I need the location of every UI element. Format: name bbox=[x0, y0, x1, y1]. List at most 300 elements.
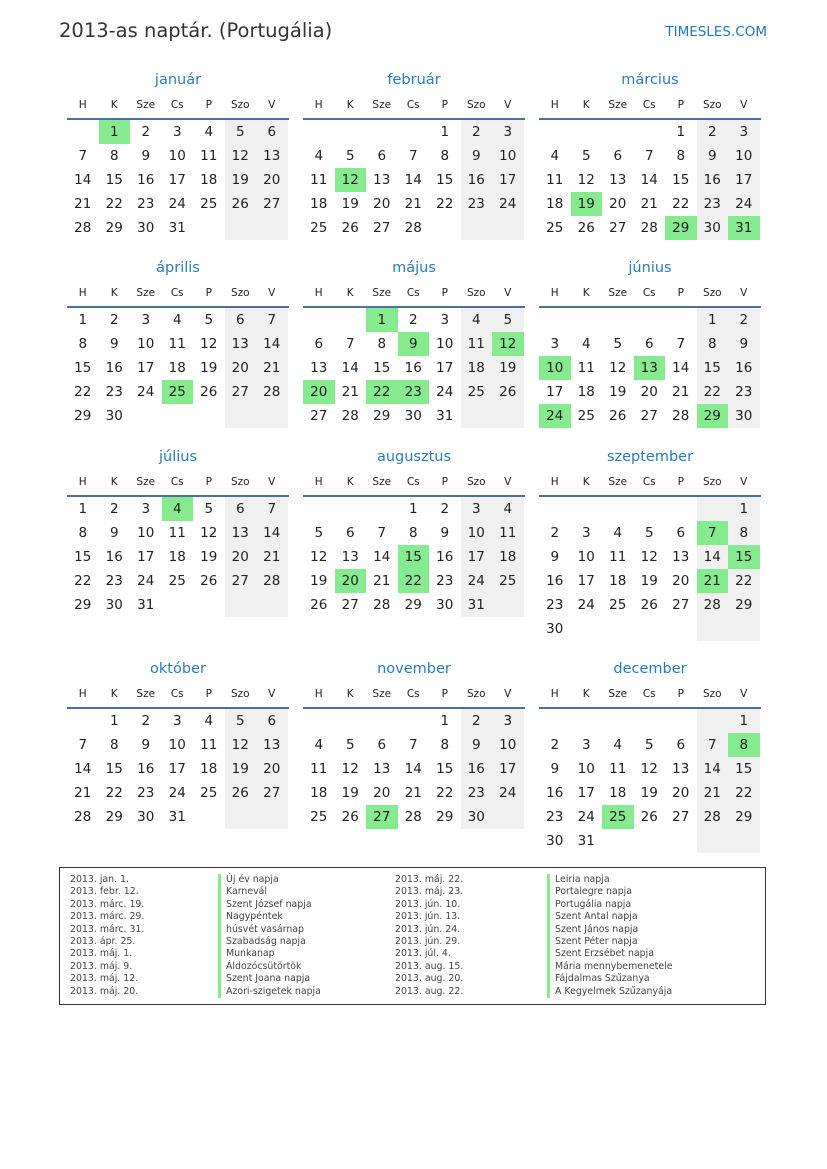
month-name: február bbox=[387, 72, 441, 88]
day-cell: 27 bbox=[672, 809, 690, 825]
holiday-legend bbox=[59, 867, 766, 1005]
holiday-day-cell: 23 bbox=[398, 380, 430, 404]
day-cell: 24 bbox=[168, 785, 186, 801]
day-cell: 26 bbox=[577, 220, 595, 236]
weekday-header bbox=[303, 476, 525, 490]
day-cell: 26 bbox=[231, 785, 249, 801]
day-cell: 29 bbox=[105, 809, 123, 825]
day-cell: 9 bbox=[109, 336, 119, 352]
weekday-label: Cs bbox=[170, 99, 184, 111]
day-cell: 23 bbox=[467, 785, 485, 801]
day-cell: 25 bbox=[310, 220, 328, 236]
weekday-label: Cs bbox=[170, 476, 184, 488]
day-cell: 3 bbox=[581, 737, 591, 753]
day-cell: 4 bbox=[204, 124, 214, 140]
weekday-label: H bbox=[78, 688, 87, 700]
day-cell: 18 bbox=[609, 573, 627, 589]
day-cell: 22 bbox=[735, 785, 753, 801]
day-cell: 31 bbox=[436, 408, 454, 424]
month-name: június bbox=[628, 260, 672, 276]
weekday-label: K bbox=[582, 287, 590, 299]
day-cell: 9 bbox=[141, 148, 151, 164]
day-cell: 26 bbox=[640, 597, 658, 613]
day-cell: 17 bbox=[735, 172, 753, 188]
weekday-label: K bbox=[346, 287, 354, 299]
day-cell: 31 bbox=[577, 833, 595, 849]
day-cell: 26 bbox=[310, 597, 328, 613]
day-cell: 29 bbox=[373, 408, 391, 424]
legend-names-col-2 bbox=[547, 874, 673, 998]
day-cell: 5 bbox=[204, 312, 214, 328]
month-8 bbox=[303, 449, 525, 617]
holiday-day-cell: 20 bbox=[335, 569, 367, 593]
day-cell: 2 bbox=[471, 713, 481, 729]
weekday-label: Sze bbox=[372, 688, 392, 700]
day-cell: 28 bbox=[341, 408, 359, 424]
day-cell: 12 bbox=[609, 360, 627, 376]
day-cell: 20 bbox=[231, 360, 249, 376]
day-cell: 4 bbox=[581, 336, 591, 352]
day-cell: 20 bbox=[231, 549, 249, 565]
weekday-label: Sze bbox=[608, 99, 628, 111]
day-cell: 7 bbox=[408, 737, 418, 753]
legend-date: 2013. márc. 29. bbox=[70, 911, 145, 923]
weekday-label: Cs bbox=[406, 99, 420, 111]
legend-holiday-name: Szent József napja bbox=[218, 899, 321, 911]
day-cell: 19 bbox=[200, 549, 218, 565]
weekday-label: P bbox=[205, 287, 212, 299]
day-cell: 2 bbox=[739, 312, 749, 328]
weekday-label: H bbox=[550, 287, 559, 299]
day-cell: 18 bbox=[168, 360, 186, 376]
day-cell: 13 bbox=[672, 549, 690, 565]
day-cell: 13 bbox=[263, 148, 281, 164]
day-cell: 15 bbox=[672, 172, 690, 188]
day-cell: 5 bbox=[235, 713, 245, 729]
weekday-label: Szo bbox=[702, 476, 722, 488]
legend-holiday-name: Új év napja bbox=[218, 874, 321, 886]
day-cell: 16 bbox=[703, 172, 721, 188]
weekday-header bbox=[539, 287, 761, 301]
day-cell: 6 bbox=[613, 148, 623, 164]
day-cell: 28 bbox=[404, 809, 422, 825]
day-cell: 23 bbox=[546, 809, 564, 825]
day-cell: 27 bbox=[231, 573, 249, 589]
day-cell: 9 bbox=[739, 336, 749, 352]
day-cell: 2 bbox=[471, 124, 481, 140]
weekday-label: Szo bbox=[230, 287, 250, 299]
day-cell: 15 bbox=[373, 360, 391, 376]
weekday-label: Szo bbox=[702, 99, 722, 111]
day-cell: 19 bbox=[640, 785, 658, 801]
day-cell: 24 bbox=[577, 597, 595, 613]
legend-holiday-name: Munkanap bbox=[218, 948, 321, 960]
month-name: augusztus bbox=[376, 449, 452, 465]
day-cell: 6 bbox=[644, 336, 654, 352]
day-cell: 15 bbox=[436, 761, 454, 777]
legend-holiday-name: Szabadság napja bbox=[218, 936, 321, 948]
day-cell: 8 bbox=[109, 148, 119, 164]
holiday-day-cell: 31 bbox=[728, 216, 760, 240]
day-cell: 11 bbox=[499, 525, 517, 541]
day-cell: 22 bbox=[74, 573, 92, 589]
month-name: május bbox=[392, 260, 436, 276]
day-cell: 28 bbox=[74, 809, 92, 825]
weekday-header bbox=[539, 99, 761, 113]
legend-dates-col-1 bbox=[70, 874, 144, 998]
holiday-day-cell: 8 bbox=[728, 733, 760, 757]
day-cell: 30 bbox=[467, 809, 485, 825]
month-2 bbox=[303, 72, 525, 240]
month-3 bbox=[539, 72, 761, 240]
weekday-header bbox=[67, 287, 289, 301]
month-1 bbox=[67, 72, 289, 240]
day-cell: 6 bbox=[377, 148, 387, 164]
day-cell: 18 bbox=[546, 196, 564, 212]
day-cell: 16 bbox=[404, 360, 422, 376]
weekday-label: Sze bbox=[136, 476, 156, 488]
day-cell: 14 bbox=[263, 525, 281, 541]
day-cell: 6 bbox=[267, 713, 277, 729]
month-name: november bbox=[377, 661, 451, 677]
day-cell: 6 bbox=[676, 737, 686, 753]
day-cell: 18 bbox=[499, 549, 517, 565]
weekday-label: V bbox=[268, 287, 276, 299]
day-cell: 24 bbox=[137, 384, 155, 400]
legend-holiday-name: Szent János napja bbox=[547, 924, 673, 936]
day-cell: 22 bbox=[436, 785, 454, 801]
site-link[interactable]: TIMESLES.COM bbox=[665, 24, 767, 40]
weekday-label: Sze bbox=[136, 99, 156, 111]
day-cell: 12 bbox=[231, 148, 249, 164]
day-cell: 5 bbox=[345, 737, 355, 753]
weekday-label: Szo bbox=[466, 287, 486, 299]
legend-date: 2013. jan. 1. bbox=[70, 874, 130, 885]
day-cell: 13 bbox=[672, 761, 690, 777]
day-cell: 25 bbox=[200, 785, 218, 801]
day-cell: 16 bbox=[546, 573, 564, 589]
day-cell: 23 bbox=[546, 597, 564, 613]
day-cell: 20 bbox=[263, 761, 281, 777]
day-cell: 7 bbox=[676, 336, 686, 352]
day-cell: 27 bbox=[373, 220, 391, 236]
legend-holiday-name: A Kegyelmek Szűzanyája bbox=[547, 986, 673, 998]
weekday-label: Sze bbox=[136, 287, 156, 299]
day-cell: 12 bbox=[231, 737, 249, 753]
day-cell: 3 bbox=[141, 312, 151, 328]
day-cell: 14 bbox=[373, 549, 391, 565]
day-cell: 24 bbox=[168, 196, 186, 212]
day-cell: 4 bbox=[204, 713, 214, 729]
holiday-day-cell: 29 bbox=[697, 404, 729, 428]
day-cell: 12 bbox=[200, 525, 218, 541]
day-cell: 29 bbox=[404, 597, 422, 613]
day-cell: 2 bbox=[408, 312, 418, 328]
day-cell: 22 bbox=[735, 573, 753, 589]
day-cell: 19 bbox=[200, 360, 218, 376]
day-cell: 21 bbox=[263, 549, 281, 565]
legend-names-col-1 bbox=[218, 874, 321, 998]
legend-holiday-name: Áldozócsütörtök bbox=[218, 961, 321, 973]
day-cell: 16 bbox=[467, 172, 485, 188]
weekday-label: Cs bbox=[406, 287, 420, 299]
day-cell: 7 bbox=[78, 737, 88, 753]
day-cell: 21 bbox=[404, 196, 422, 212]
weekday-label: P bbox=[205, 99, 212, 111]
weekday-label: Cs bbox=[642, 476, 656, 488]
weekday-label: Sze bbox=[372, 476, 392, 488]
legend-date: 2013. aug. 22. bbox=[395, 985, 464, 997]
month-name: október bbox=[150, 661, 206, 677]
day-cell: 24 bbox=[499, 785, 517, 801]
day-cell: 10 bbox=[168, 737, 186, 753]
month-name: július bbox=[158, 449, 198, 465]
day-cell: 7 bbox=[267, 312, 277, 328]
day-cell: 16 bbox=[436, 549, 454, 565]
day-cell: 9 bbox=[550, 549, 560, 565]
day-cell: 14 bbox=[404, 172, 422, 188]
weekday-header bbox=[303, 99, 525, 113]
month-name: december bbox=[613, 661, 687, 677]
day-cell: 21 bbox=[703, 785, 721, 801]
day-cell: 18 bbox=[310, 785, 328, 801]
weekday-label: Cs bbox=[642, 688, 656, 700]
legend-holiday-name: Szent Péter napja bbox=[547, 936, 673, 948]
weekday-label: Sze bbox=[608, 287, 628, 299]
legend-date: 2013. márc. 19. bbox=[70, 898, 145, 910]
day-cell: 7 bbox=[707, 737, 717, 753]
day-cell: 7 bbox=[377, 525, 387, 541]
weekday-label: Cs bbox=[406, 476, 420, 488]
day-cell: 12 bbox=[640, 549, 658, 565]
day-cell: 8 bbox=[109, 737, 119, 753]
day-cell: 1 bbox=[676, 124, 686, 140]
day-cell: 25 bbox=[546, 220, 564, 236]
day-cell: 13 bbox=[263, 737, 281, 753]
day-cell: 2 bbox=[440, 501, 450, 517]
day-cell: 1 bbox=[707, 312, 717, 328]
month-7 bbox=[67, 449, 289, 617]
day-cell: 7 bbox=[78, 148, 88, 164]
day-cell: 30 bbox=[546, 621, 564, 637]
weekday-label: K bbox=[110, 287, 118, 299]
legend-date: 2013. aug. 15. bbox=[395, 960, 464, 972]
weekday-label: V bbox=[740, 688, 748, 700]
day-cell: 8 bbox=[739, 525, 749, 541]
day-cell: 13 bbox=[609, 172, 627, 188]
day-cell: 3 bbox=[440, 312, 450, 328]
day-cell: 8 bbox=[707, 336, 717, 352]
legend-holiday-name: Szent Erzsébet napja bbox=[547, 948, 673, 960]
day-cell: 6 bbox=[314, 336, 324, 352]
day-cell: 4 bbox=[314, 148, 324, 164]
legend-date: 2013. márc. 31. bbox=[70, 923, 145, 935]
day-cell: 19 bbox=[231, 172, 249, 188]
holiday-day-cell: 12 bbox=[492, 332, 524, 356]
legend-date: 2013. máj. 23. bbox=[395, 886, 464, 898]
weekday-label: P bbox=[441, 476, 448, 488]
day-cell: 23 bbox=[137, 785, 155, 801]
day-cell: 11 bbox=[168, 336, 186, 352]
day-cell: 6 bbox=[235, 312, 245, 328]
day-cell: 17 bbox=[577, 573, 595, 589]
day-cell: 21 bbox=[74, 196, 92, 212]
day-cell: 27 bbox=[640, 408, 658, 424]
weekday-label: Cs bbox=[642, 287, 656, 299]
day-cell: 27 bbox=[609, 220, 627, 236]
day-cell: 3 bbox=[503, 713, 513, 729]
weekday-label: Szo bbox=[466, 476, 486, 488]
month-11 bbox=[303, 661, 525, 829]
day-cell: 27 bbox=[231, 384, 249, 400]
day-cell: 7 bbox=[408, 148, 418, 164]
weekday-label: Cs bbox=[642, 99, 656, 111]
legend-holiday-name: Portalegre napja bbox=[547, 886, 673, 898]
day-cell: 7 bbox=[345, 336, 355, 352]
day-cell: 22 bbox=[436, 196, 454, 212]
day-cell: 14 bbox=[263, 336, 281, 352]
weekday-label: V bbox=[268, 476, 276, 488]
day-cell: 28 bbox=[640, 220, 658, 236]
day-cell: 4 bbox=[471, 312, 481, 328]
legend-date: 2013. máj. 20. bbox=[70, 985, 139, 997]
day-cell: 15 bbox=[105, 761, 123, 777]
day-cell: 15 bbox=[105, 172, 123, 188]
day-cell: 17 bbox=[137, 549, 155, 565]
day-cell: 9 bbox=[471, 148, 481, 164]
weekday-label: Szo bbox=[230, 99, 250, 111]
weekday-label: Sze bbox=[372, 287, 392, 299]
legend-date: 2013. febr. 12. bbox=[70, 886, 139, 898]
day-cell: 3 bbox=[739, 124, 749, 140]
day-cell: 5 bbox=[235, 124, 245, 140]
weekday-label: Sze bbox=[136, 688, 156, 700]
day-cell: 4 bbox=[613, 525, 623, 541]
day-cell: 31 bbox=[467, 597, 485, 613]
day-cell: 31 bbox=[168, 220, 186, 236]
weekday-label: P bbox=[677, 99, 684, 111]
day-cell: 10 bbox=[735, 148, 753, 164]
day-cell: 30 bbox=[703, 220, 721, 236]
day-cell: 1 bbox=[78, 312, 88, 328]
day-cell: 21 bbox=[341, 384, 359, 400]
day-cell: 20 bbox=[640, 384, 658, 400]
month-name: március bbox=[621, 72, 679, 88]
day-cell: 25 bbox=[499, 573, 517, 589]
weekday-header bbox=[67, 476, 289, 490]
weekday-label: P bbox=[205, 476, 212, 488]
day-cell: 2 bbox=[550, 737, 560, 753]
holiday-day-cell: 20 bbox=[303, 380, 335, 404]
page-title: 2013-as naptár. (Portugália) bbox=[59, 19, 333, 42]
day-cell: 11 bbox=[168, 525, 186, 541]
legend-date: 2013. máj. 1. bbox=[70, 948, 133, 960]
day-cell: 10 bbox=[577, 549, 595, 565]
day-cell: 19 bbox=[341, 785, 359, 801]
day-cell: 28 bbox=[703, 597, 721, 613]
legend-holiday-name: Leiria napja bbox=[547, 874, 673, 886]
day-cell: 25 bbox=[200, 196, 218, 212]
legend-date: 2013. jún. 10. bbox=[395, 898, 461, 910]
day-cell: 1 bbox=[440, 713, 450, 729]
day-cell: 1 bbox=[78, 501, 88, 517]
weekday-label: Cs bbox=[170, 287, 184, 299]
weekday-label: P bbox=[441, 688, 448, 700]
day-cell: 17 bbox=[546, 384, 564, 400]
day-cell: 9 bbox=[109, 525, 119, 541]
day-cell: 30 bbox=[404, 408, 422, 424]
day-cell: 19 bbox=[640, 573, 658, 589]
day-cell: 28 bbox=[263, 384, 281, 400]
day-cell: 28 bbox=[404, 220, 422, 236]
day-cell: 20 bbox=[672, 573, 690, 589]
day-cell: 30 bbox=[105, 597, 123, 613]
weekday-label: H bbox=[78, 287, 87, 299]
day-cell: 20 bbox=[672, 785, 690, 801]
holiday-day-cell: 1 bbox=[366, 308, 398, 332]
holiday-day-cell: 27 bbox=[366, 805, 398, 829]
day-cell: 16 bbox=[137, 761, 155, 777]
weekday-label: K bbox=[346, 99, 354, 111]
day-cell: 11 bbox=[546, 172, 564, 188]
day-cell: 1 bbox=[109, 713, 119, 729]
day-cell: 6 bbox=[235, 501, 245, 517]
day-cell: 5 bbox=[644, 737, 654, 753]
day-cell: 27 bbox=[263, 785, 281, 801]
day-cell: 19 bbox=[341, 196, 359, 212]
weekday-label: Sze bbox=[608, 688, 628, 700]
day-cell: 14 bbox=[74, 172, 92, 188]
day-cell: 5 bbox=[581, 148, 591, 164]
weekday-label: V bbox=[268, 688, 276, 700]
day-cell: 9 bbox=[471, 737, 481, 753]
day-cell: 16 bbox=[105, 360, 123, 376]
day-cell: 28 bbox=[703, 809, 721, 825]
month-name: április bbox=[156, 260, 200, 276]
day-cell: 11 bbox=[200, 737, 218, 753]
day-cell: 11 bbox=[200, 148, 218, 164]
legend-date: 2013. ápr. 25. bbox=[70, 935, 136, 947]
day-cell: 24 bbox=[137, 573, 155, 589]
weekday-label: Szo bbox=[466, 688, 486, 700]
day-cell: 18 bbox=[310, 196, 328, 212]
day-cell: 22 bbox=[703, 384, 721, 400]
day-cell: 15 bbox=[703, 360, 721, 376]
weekday-label: Sze bbox=[608, 476, 628, 488]
month-5 bbox=[303, 260, 525, 428]
legend-date: 2013. júl. 4. bbox=[395, 948, 451, 960]
legend-holiday-name: Mária mennybemenetele bbox=[547, 961, 673, 973]
day-cell: 31 bbox=[137, 597, 155, 613]
day-cell: 13 bbox=[373, 172, 391, 188]
day-cell: 8 bbox=[78, 336, 88, 352]
day-cell: 16 bbox=[546, 785, 564, 801]
day-cell: 5 bbox=[644, 525, 654, 541]
month-name: szeptember bbox=[606, 449, 694, 465]
day-cell: 27 bbox=[263, 196, 281, 212]
day-cell: 3 bbox=[172, 713, 182, 729]
day-cell: 13 bbox=[310, 360, 328, 376]
legend-holiday-name: Fájdalmas Szűzanya bbox=[547, 973, 673, 985]
day-cell: 30 bbox=[105, 408, 123, 424]
day-cell: 4 bbox=[503, 501, 513, 517]
weekday-label: K bbox=[110, 688, 118, 700]
day-cell: 3 bbox=[471, 501, 481, 517]
legend-date: 2013. máj. 9. bbox=[70, 960, 133, 972]
day-cell: 17 bbox=[436, 360, 454, 376]
day-cell: 17 bbox=[467, 549, 485, 565]
holiday-day-cell: 13 bbox=[634, 356, 666, 380]
